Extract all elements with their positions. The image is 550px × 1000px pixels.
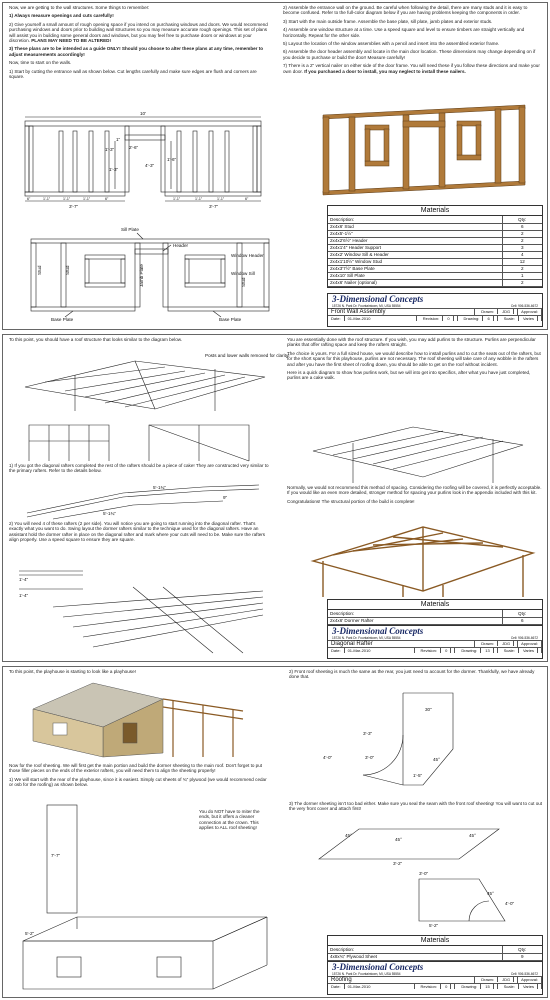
- svg-text:3'-3": 3'-3": [363, 731, 373, 736]
- svg-text:45°: 45°: [487, 891, 494, 896]
- step-text: 7) There is a 2" vertical nailer on either side of the door frame. You will need these if you follow these directions and make your own door.: [283, 63, 540, 74]
- drawing-name: Front Wall Assembly: [328, 309, 475, 315]
- purlin-diagram: [293, 421, 543, 485]
- svg-text:Header: Header: [173, 243, 189, 248]
- intro-text: To this point, the playhouse is starting to look like a playhouse!: [9, 669, 136, 674]
- svg-text:1'-5": 1'-5": [413, 773, 423, 778]
- materials-title: Materials: [328, 206, 542, 216]
- step-text: 2) Assemble the entrance wall on the ground. Be careful when following the detail, there are many studs and it is easy to become confused. Refer to the full-color diagram below if you are having problems keeping the components in order.: [283, 5, 528, 16]
- svg-text:1'-6": 1'-6": [167, 157, 177, 162]
- step-text: 2) You will need 4 of these rafters (2 per side). You will notice you are going to start running into the diagonal rafter. That's exactly what you want to do. Swing layout the dormer rafters similar to the technique used for the diagonal rafters. Have an assistant hold the dormer rafter in place on the diagonal rafter and mark where your cuts will need to be. Make sure the rafters align properly. Use a speed square to ensure they are square.: [9, 521, 266, 543]
- drawn-label: Drawn: JDG: [475, 641, 518, 647]
- front-sheeting-drawing: [303, 689, 483, 793]
- svg-text:45°: 45°: [433, 757, 440, 762]
- drawing-number: Drawing: 15: [455, 984, 497, 989]
- svg-text:4'-0": 4'-0": [323, 755, 333, 760]
- materials-header-qty: Qty:: [502, 610, 542, 617]
- address-text: 15726 N. Park Dr. Fountaintown, MI, USA 55554: [332, 636, 401, 640]
- step-text: 4) Assemble one window structure at a time. Use a speed square and level to ensure timbers are straight vertically and horizontally. Repeat for the other side.: [283, 27, 525, 38]
- svg-text:1'-3": 1'-3": [109, 167, 119, 172]
- rafter-section-drawing: [19, 421, 269, 463]
- svg-text:6": 6": [27, 197, 31, 201]
- warning-text: PLANS MAY NEED TO BE ALTERED!: [31, 38, 112, 44]
- brand-logo: 3-Dimensional Concepts: [332, 962, 424, 972]
- materials-title: Materials: [328, 600, 542, 610]
- dormer-rafter-drawing: [13, 567, 273, 657]
- svg-text:45°: 45°: [345, 833, 352, 838]
- warning-text: If you purchased a door to install, you may neglect to install these nailers.: [304, 68, 466, 74]
- dormer-sheeting-drawing: [299, 825, 543, 929]
- materials-row: 4x8x¾" Plywood Sheet 9: [328, 953, 542, 960]
- step-text: 3) These plans are to be intended as a guide ONLY! Should you choose to alter these plans at any time, remember to adjust measurements accordingly!: [9, 46, 264, 57]
- svg-text:3'-2": 3'-2": [393, 861, 403, 866]
- materials-table: [327, 935, 543, 962]
- entrance-wall-dimension-drawing: [13, 111, 273, 211]
- intro-text: To this point, you should have a roof structure that looks similar to the diagram below.: [9, 337, 183, 342]
- materials-header-description: Description:: [328, 610, 502, 617]
- front-wall-3d-render: [319, 103, 529, 203]
- step-text: Congratulations! The structural portion of the build is complete!: [287, 498, 415, 504]
- step-text: 6) Assemble the door header assembly and locate in the main door location. These dimensions may change depending on if you decide to purchase or build the door! Measure carefully!: [283, 49, 536, 60]
- sheet3-right-step3: [289, 801, 543, 815]
- materials-row: 2x4x6' Dormer Rafter 6: [328, 617, 542, 624]
- svg-text:30": 30": [425, 707, 432, 712]
- svg-text:5'-2": 5'-2": [429, 923, 439, 928]
- svg-text:4'-0": 4'-0": [505, 901, 515, 906]
- svg-text:6": 6": [245, 197, 249, 201]
- drawing-number: Drawing: 13: [455, 648, 497, 653]
- roof-structure-drawing: [15, 351, 290, 421]
- step-text: Normally, we would not recommend this method of spacing. Considering the roofing will be covered, it is perfectly acceptable. If you would like an even more detailed, stronger method for spacing your purlins look in the appendix included with this kit.: [287, 485, 542, 496]
- sheet2-step1: [9, 463, 271, 477]
- step-text: 1) If you got the diagonal rafters completed the rest of the rafters should be a piece of cake! They are constructed very similar to the primary rafters. Refer to the details below.: [9, 463, 269, 474]
- phone-text: Cell: 906-536-6672: [510, 636, 538, 640]
- phone-text: Cell: 906-536-6672: [510, 972, 538, 976]
- labeled-framing-drawing: [25, 225, 275, 325]
- sheet2-right-text: [287, 337, 543, 384]
- svg-text:3'-7": 3'-7": [69, 204, 79, 209]
- svg-text:1'-1": 1'-1": [173, 197, 181, 201]
- materials-row: 2x4x3'7½" Base Plate 2: [328, 265, 542, 272]
- svg-text:2'-6": 2'-6": [129, 145, 139, 150]
- svg-text:Sill Plate: Sill Plate: [121, 227, 139, 232]
- svg-text:5'-1¾": 5'-1¾": [103, 511, 116, 516]
- revision-label: Revision: 0: [415, 984, 456, 989]
- date-value: 01-Mar-2010: [345, 648, 415, 653]
- svg-text:6": 6": [105, 197, 109, 201]
- step-text: Here is a quick diagram to show how purlins work, but we will into get into specifics, after what you have just completed, purlins are a cake walk.: [287, 370, 531, 381]
- date-value: 01-Mar-2010: [345, 984, 415, 989]
- step-text: Now, time to start on the walls.: [9, 60, 72, 66]
- svg-text:Posts and lower walls removed: Posts and lower walls removed for clarity!: [205, 353, 290, 358]
- svg-text:45°: 45°: [469, 833, 476, 838]
- sheet-roofing: [2, 666, 548, 998]
- date-label: Date:: [328, 984, 345, 989]
- scale-label: Scale: Varies: [498, 648, 542, 653]
- sheet1-right-text: [283, 5, 543, 77]
- step-text: 2) Front roof sheeting is much the same as the rear, you just need to account for the dormer. Thankfully, we have already done that.: [289, 669, 535, 680]
- svg-text:7'-7": 7'-7": [51, 853, 61, 858]
- materials-row: 2x4x6' Nailer (optional) 2: [328, 279, 542, 286]
- materials-header-qty: Qty:: [502, 946, 542, 953]
- svg-text:1'-1": 1'-1": [217, 197, 225, 201]
- svg-text:10': 10': [140, 111, 146, 116]
- date-label: Date:: [328, 648, 345, 653]
- svg-text:1'-4": 1'-4": [19, 593, 29, 598]
- sheet3-right-text: [289, 669, 543, 683]
- intro-text: Now, we are getting to the wall structures. Some things to remember:: [9, 5, 150, 10]
- step-text: The choice is yours. For a full sized house, we would describe how to install purlins and to cut the seats out of the rafters, but for the short spans for this playhouse, purlins are not necessary. The roof sheeting will take care of any wobble in the rafters and after you have the first sheet of roofing down, you should be able to get on the roof without incident.: [287, 350, 541, 367]
- drawing-name: Diagonal Rafter: [328, 641, 475, 647]
- materials-row: 2x4x1'10½" Window Stud 12: [328, 258, 542, 265]
- step-text: 1) We will start with the rear of the playhouse, since it is easiest. Simply cut sheets of ¾" plywood (we would recommend cedar or osb for the roofing) as shown below.: [9, 776, 267, 788]
- rear-roof-drawing: [17, 913, 277, 993]
- svg-text:1": 1": [116, 137, 121, 142]
- sheet3-left-text: [9, 763, 271, 791]
- brand-logo: 3-Dimensional Concepts: [332, 626, 424, 636]
- svg-text:1'-1": 1'-1": [43, 197, 51, 201]
- step-text: You are essentially done with the roof structure. If you wish, you may add purlins to the structure. Purlins are perpendicular planks that offer rafting space and keep the rafters straight.: [287, 337, 536, 348]
- drawn-label: Drawn: JDG: [475, 309, 518, 315]
- revision-label: Revision: 0: [415, 648, 456, 653]
- step-text: 2) Give yourself a small amount of rough opening space if you intend on purchasing windows and doors. We would recommend purchasing windows and doors prior to building wall structures so you may measure accurate rough openings. This set of plans will assist you in building some general doors and windows, but you may feel free to purchase doors or windows at your discretion.: [9, 21, 268, 44]
- title-block: [327, 625, 543, 659]
- address-text: 15726 N. Park Dr. Fountaintown, MI, USA 55554: [332, 972, 401, 976]
- structure-3d-render: [303, 521, 543, 597]
- materials-title: Materials: [328, 936, 542, 946]
- materials-header-description: Description:: [328, 216, 502, 223]
- approval-label: Approval:: [518, 977, 542, 983]
- playhouse-3d-render: [23, 679, 253, 759]
- revision-label: Revision: 0: [417, 316, 458, 321]
- step-text: 5) Layout the location of the window assemblies with a pencil and insert into the assembled exterior frame.: [283, 41, 500, 47]
- svg-text:5'-1¾": 5'-1¾": [153, 485, 166, 490]
- title-block: [327, 961, 543, 995]
- sheet2-right-bottom-text: [287, 485, 543, 507]
- materials-table: [327, 205, 543, 288]
- scale-label: Scale: Varies: [498, 984, 542, 989]
- svg-text:9": 9": [223, 495, 228, 500]
- svg-text:Stud: Stud: [37, 265, 42, 275]
- step-text: 3) Start with the main outside frame. Assemble the base plate, sill plate, jamb plates and exterior studs.: [283, 18, 493, 24]
- materials-row: 2x4x5'-1½" 2: [328, 230, 542, 237]
- svg-text:3'-0": 3'-0": [365, 755, 375, 760]
- rear-sheeting-drawing: [43, 801, 83, 915]
- date-label: Date:: [328, 316, 345, 321]
- step-text: 3) The dormer sheeting isn't too bad either. Make sure you seal the seam with the front roof sheeting! You will want to cut out the very front cover and attach first!: [289, 801, 543, 812]
- materials-row: 2x4x2' Window Sill & Header 4: [328, 251, 542, 258]
- sheet-diagonal-rafter: [2, 334, 548, 662]
- svg-text:1'-4": 1'-4": [19, 577, 29, 582]
- sheet3-left-intro: [9, 669, 271, 677]
- sheet-front-wall-assembly: [2, 2, 548, 330]
- materials-row: 2x4x10' Sill Plate 1: [328, 272, 542, 279]
- svg-text:1'-1": 1'-1": [83, 197, 91, 201]
- drawing-name: Roofing: [328, 977, 475, 983]
- approval-label: Approval:: [518, 309, 542, 315]
- svg-text:Stud: Stud: [65, 265, 70, 275]
- materials-row: 2x4x2'6½" Header 2: [328, 237, 542, 244]
- svg-text:45°: 45°: [395, 837, 402, 842]
- svg-text:4'-3": 4'-3": [145, 163, 155, 168]
- materials-row: 2x4x6' Stud 6: [328, 223, 542, 230]
- phone-text: Cell: 906-536-6672: [510, 304, 538, 308]
- date-value: 01-Mar-2010: [345, 316, 417, 321]
- step-text: Now for the roof sheeting. We will first get the main portion and build the dormer sheeting to the main roof. Don't forget to put those filler pieces on the ends of the exterior rafters, you will need them to align the sheeting properly!: [9, 763, 263, 774]
- address-text: 15726 N. Park Dr. Fountaintown, MI, USA 55554: [332, 304, 401, 308]
- scale-label: Scale: Varies: [498, 316, 542, 321]
- materials-header-qty: Qty:: [502, 216, 542, 223]
- svg-text:Stud: Stud: [241, 277, 246, 287]
- svg-text:1'-1": 1'-1": [195, 197, 203, 201]
- svg-text:Base Plate: Base Plate: [219, 317, 242, 322]
- drawn-label: Drawn: JDG: [475, 977, 518, 983]
- svg-text:Window Sill: Window Sill: [231, 271, 255, 276]
- materials-table: [327, 599, 543, 626]
- svg-text:1'-1": 1'-1": [63, 197, 71, 201]
- approval-label: Approval:: [518, 641, 542, 647]
- rafter-detail-drawing: [23, 483, 263, 519]
- svg-text:Base Plate: Base Plate: [51, 317, 74, 322]
- materials-row: 2x4x1'4" Header Support 3: [328, 244, 542, 251]
- drawing-number: Drawing: 6: [458, 316, 498, 321]
- svg-text:Window Header: Window Header: [231, 253, 264, 258]
- sheet1-left-text: [9, 5, 271, 82]
- sheet2-left-text: [9, 337, 271, 345]
- svg-text:3'-0": 3'-0": [419, 871, 429, 876]
- materials-header-description: Description:: [328, 946, 502, 953]
- svg-text:1'-3": 1'-3": [105, 147, 115, 152]
- step-text: 1) Always measure openings and cuts carefully!: [9, 13, 114, 19]
- title-block: [327, 293, 543, 327]
- svg-text:3'-7": 3'-7": [209, 204, 219, 209]
- miter-note: You do NOT have to miter the ends, but it offers a cleaner connection at the crown. This applies to ALL roof sheeting!: [199, 809, 260, 831]
- svg-text:Jamb Plate: Jamb Plate: [139, 264, 144, 287]
- brand-logo: 3-Dimensional Concepts: [332, 294, 424, 304]
- step-text: 1) Start by cutting the entrance wall as shown below. Cut lengths carefully and make sure edges are flush and corners are square.: [9, 68, 257, 80]
- sheet2-step2: [9, 521, 271, 546]
- svg-text:5'-2": 5'-2": [25, 931, 35, 936]
